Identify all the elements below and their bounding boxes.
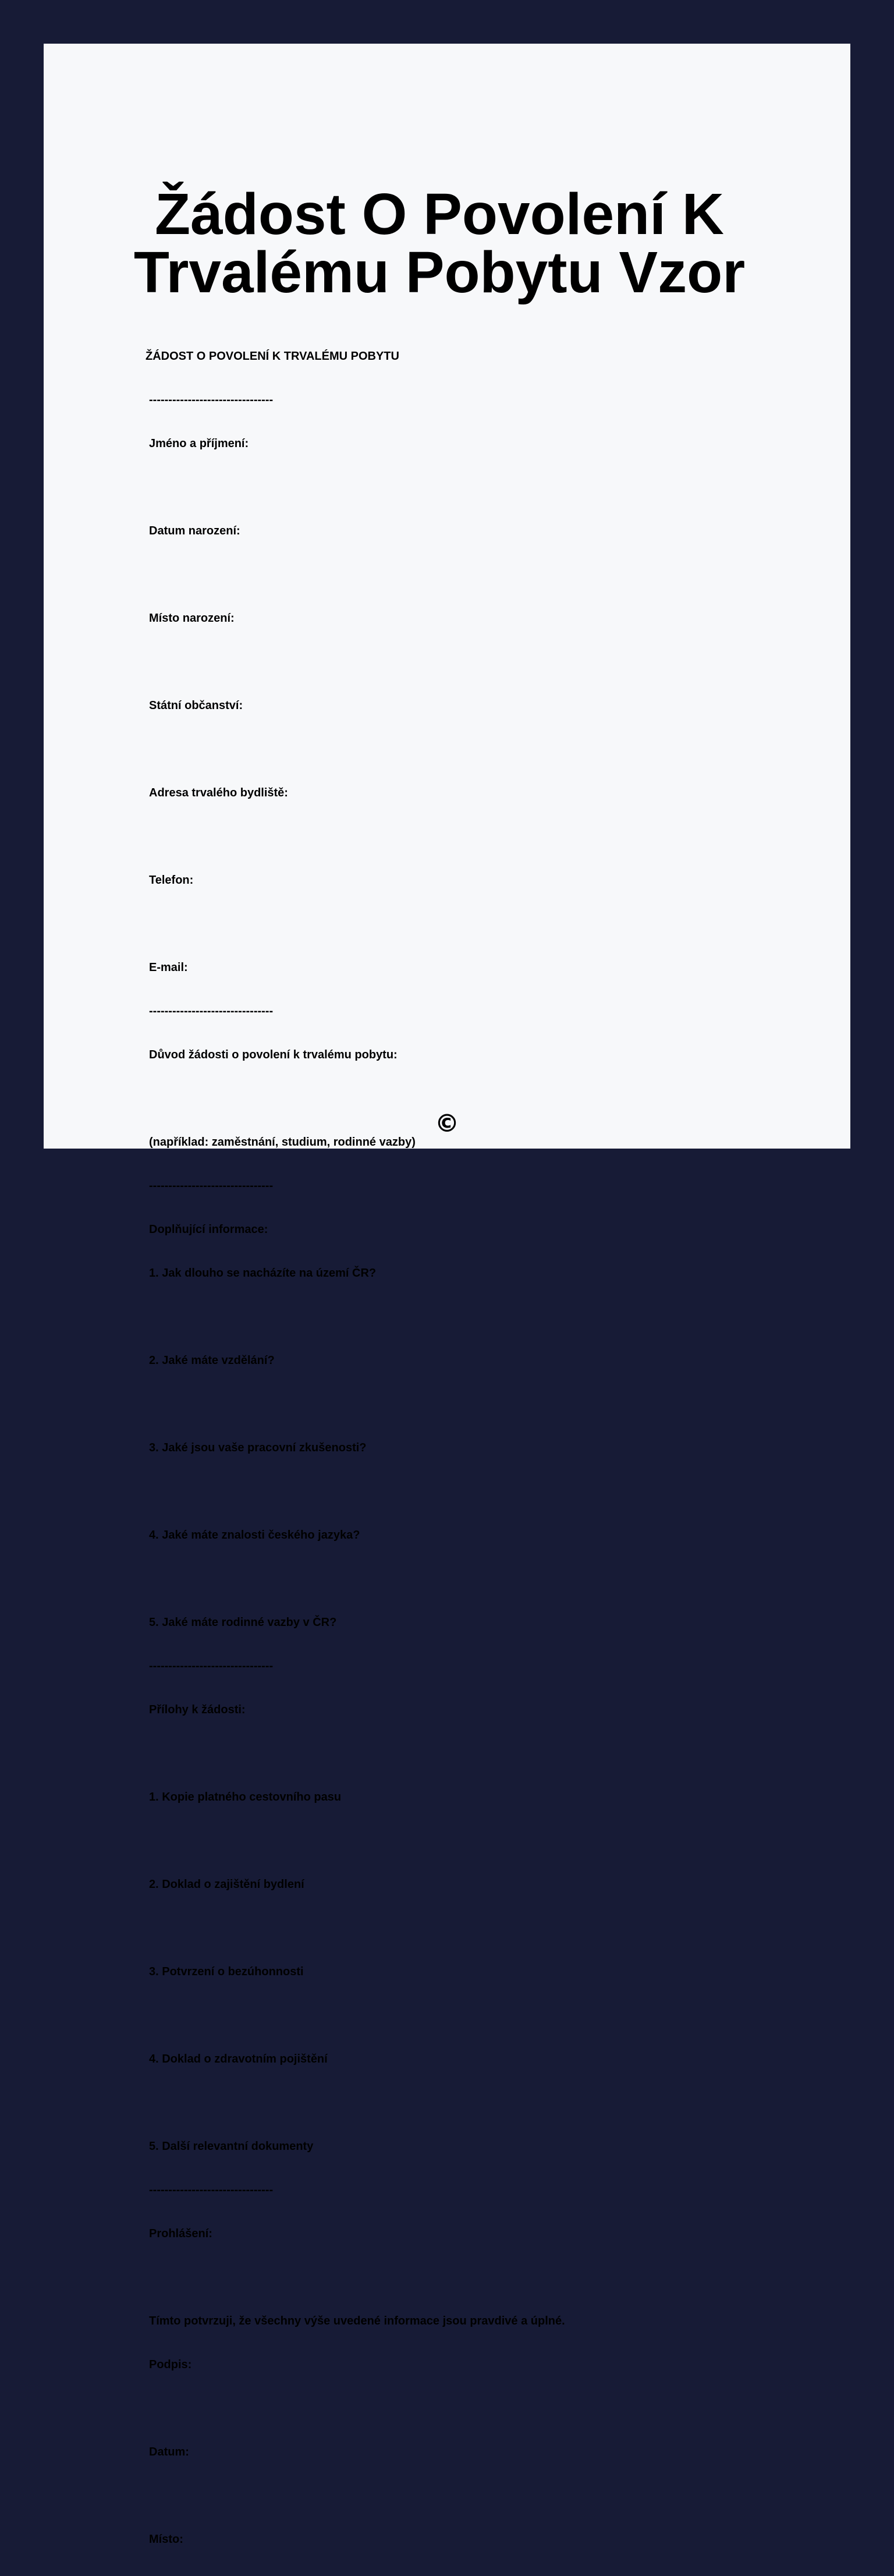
question-item: 3. Jaké jsou vaše pracovní zkušenosti? bbox=[149, 1441, 367, 1454]
blank-line bbox=[146, 1397, 565, 1412]
attachments-label: Přílohy k žádosti: bbox=[149, 1703, 246, 1716]
separator: -------------------------------- bbox=[149, 1660, 274, 1673]
blank-line bbox=[146, 480, 565, 495]
form-template-text bbox=[146, 320, 565, 2576]
title-line-2: Trvalému Pobytu Vzor bbox=[133, 240, 746, 305]
field-birth-date-label: Datum narození: bbox=[149, 525, 240, 537]
blank-line bbox=[146, 2270, 565, 2285]
field-citizenship-label: Státní občanství: bbox=[149, 699, 243, 712]
blank-line bbox=[146, 2401, 565, 2416]
field-phone-label: Telefon: bbox=[149, 874, 194, 887]
reason-label: Důvod žádosti o povolení k trvalému pobytu: bbox=[149, 1048, 398, 1061]
form-heading: ŽÁDOST O POVOLENÍ K TRVALÉMU POBYTU bbox=[146, 350, 399, 363]
separator: -------------------------------- bbox=[149, 1179, 274, 1192]
blank-line bbox=[146, 568, 565, 582]
blank-line bbox=[146, 655, 565, 669]
question-item: 4. Jaké máte znalosti českého jazyka? bbox=[149, 1529, 360, 1542]
field-name-label: Jméno a příjmení: bbox=[149, 437, 249, 450]
blank-line bbox=[146, 1834, 565, 1848]
copyright-icon: © bbox=[435, 1109, 459, 1138]
title-line-1: Žádost O Povolení K bbox=[155, 182, 724, 247]
field-birth-place-label: Místo narození: bbox=[149, 612, 235, 625]
separator: -------------------------------- bbox=[149, 2184, 274, 2196]
blank-line bbox=[146, 742, 565, 757]
separator: -------------------------------- bbox=[149, 394, 274, 406]
blank-line bbox=[146, 2489, 565, 2503]
field-email-label: E-mail: bbox=[149, 961, 188, 974]
declaration-label: Prohlášení: bbox=[149, 2227, 212, 2240]
blank-line bbox=[146, 1746, 565, 1761]
field-address-label: Adresa trvalého bydliště: bbox=[149, 786, 288, 799]
blank-line bbox=[146, 830, 565, 844]
question-item: 5. Jaké máte rodinné vazby v ČR? bbox=[149, 1616, 337, 1629]
attachment-item: 1. Kopie platného cestovního pasu bbox=[149, 1791, 342, 1803]
blank-line bbox=[146, 1092, 565, 1106]
declaration-statement: Tímto potvrzuji, že všechny výše uvedené informace jsou pravdivé a úplné. bbox=[149, 2315, 565, 2327]
reason-example: (například: zaměstnání, studium, rodinné vazby) bbox=[149, 1136, 416, 1149]
signature-label: Podpis: bbox=[149, 2358, 192, 2371]
attachment-item: 2. Doklad o zajištění bydlení bbox=[149, 1878, 304, 1891]
question-item: 1. Jak dlouho se nacházíte na území ČR? bbox=[149, 1267, 377, 1280]
blank-line bbox=[146, 2096, 565, 2110]
blank-line bbox=[146, 917, 565, 931]
blank-line bbox=[146, 1572, 565, 1586]
additional-info-label: Doplňující informace: bbox=[149, 1223, 268, 1236]
place-label: Místo: bbox=[149, 2533, 183, 2546]
attachment-item: 3. Potvrzení o bezúhonnosti bbox=[149, 1965, 304, 1978]
blank-line bbox=[146, 1310, 565, 1324]
attachment-item: 5. Další relevantní dokumenty bbox=[149, 2140, 314, 2153]
question-item: 2. Jaké máte vzdělání? bbox=[149, 1354, 275, 1367]
document-page bbox=[44, 44, 850, 2546]
date-label: Datum: bbox=[149, 2446, 189, 2458]
blank-line bbox=[146, 1921, 565, 1936]
separator: -------------------------------- bbox=[149, 1005, 274, 1018]
attachment-item: 4. Doklad o zdravotním pojištění bbox=[149, 2053, 328, 2065]
blank-line bbox=[146, 1484, 565, 1499]
page-title bbox=[44, 182, 835, 305]
blank-line bbox=[146, 2008, 565, 2023]
